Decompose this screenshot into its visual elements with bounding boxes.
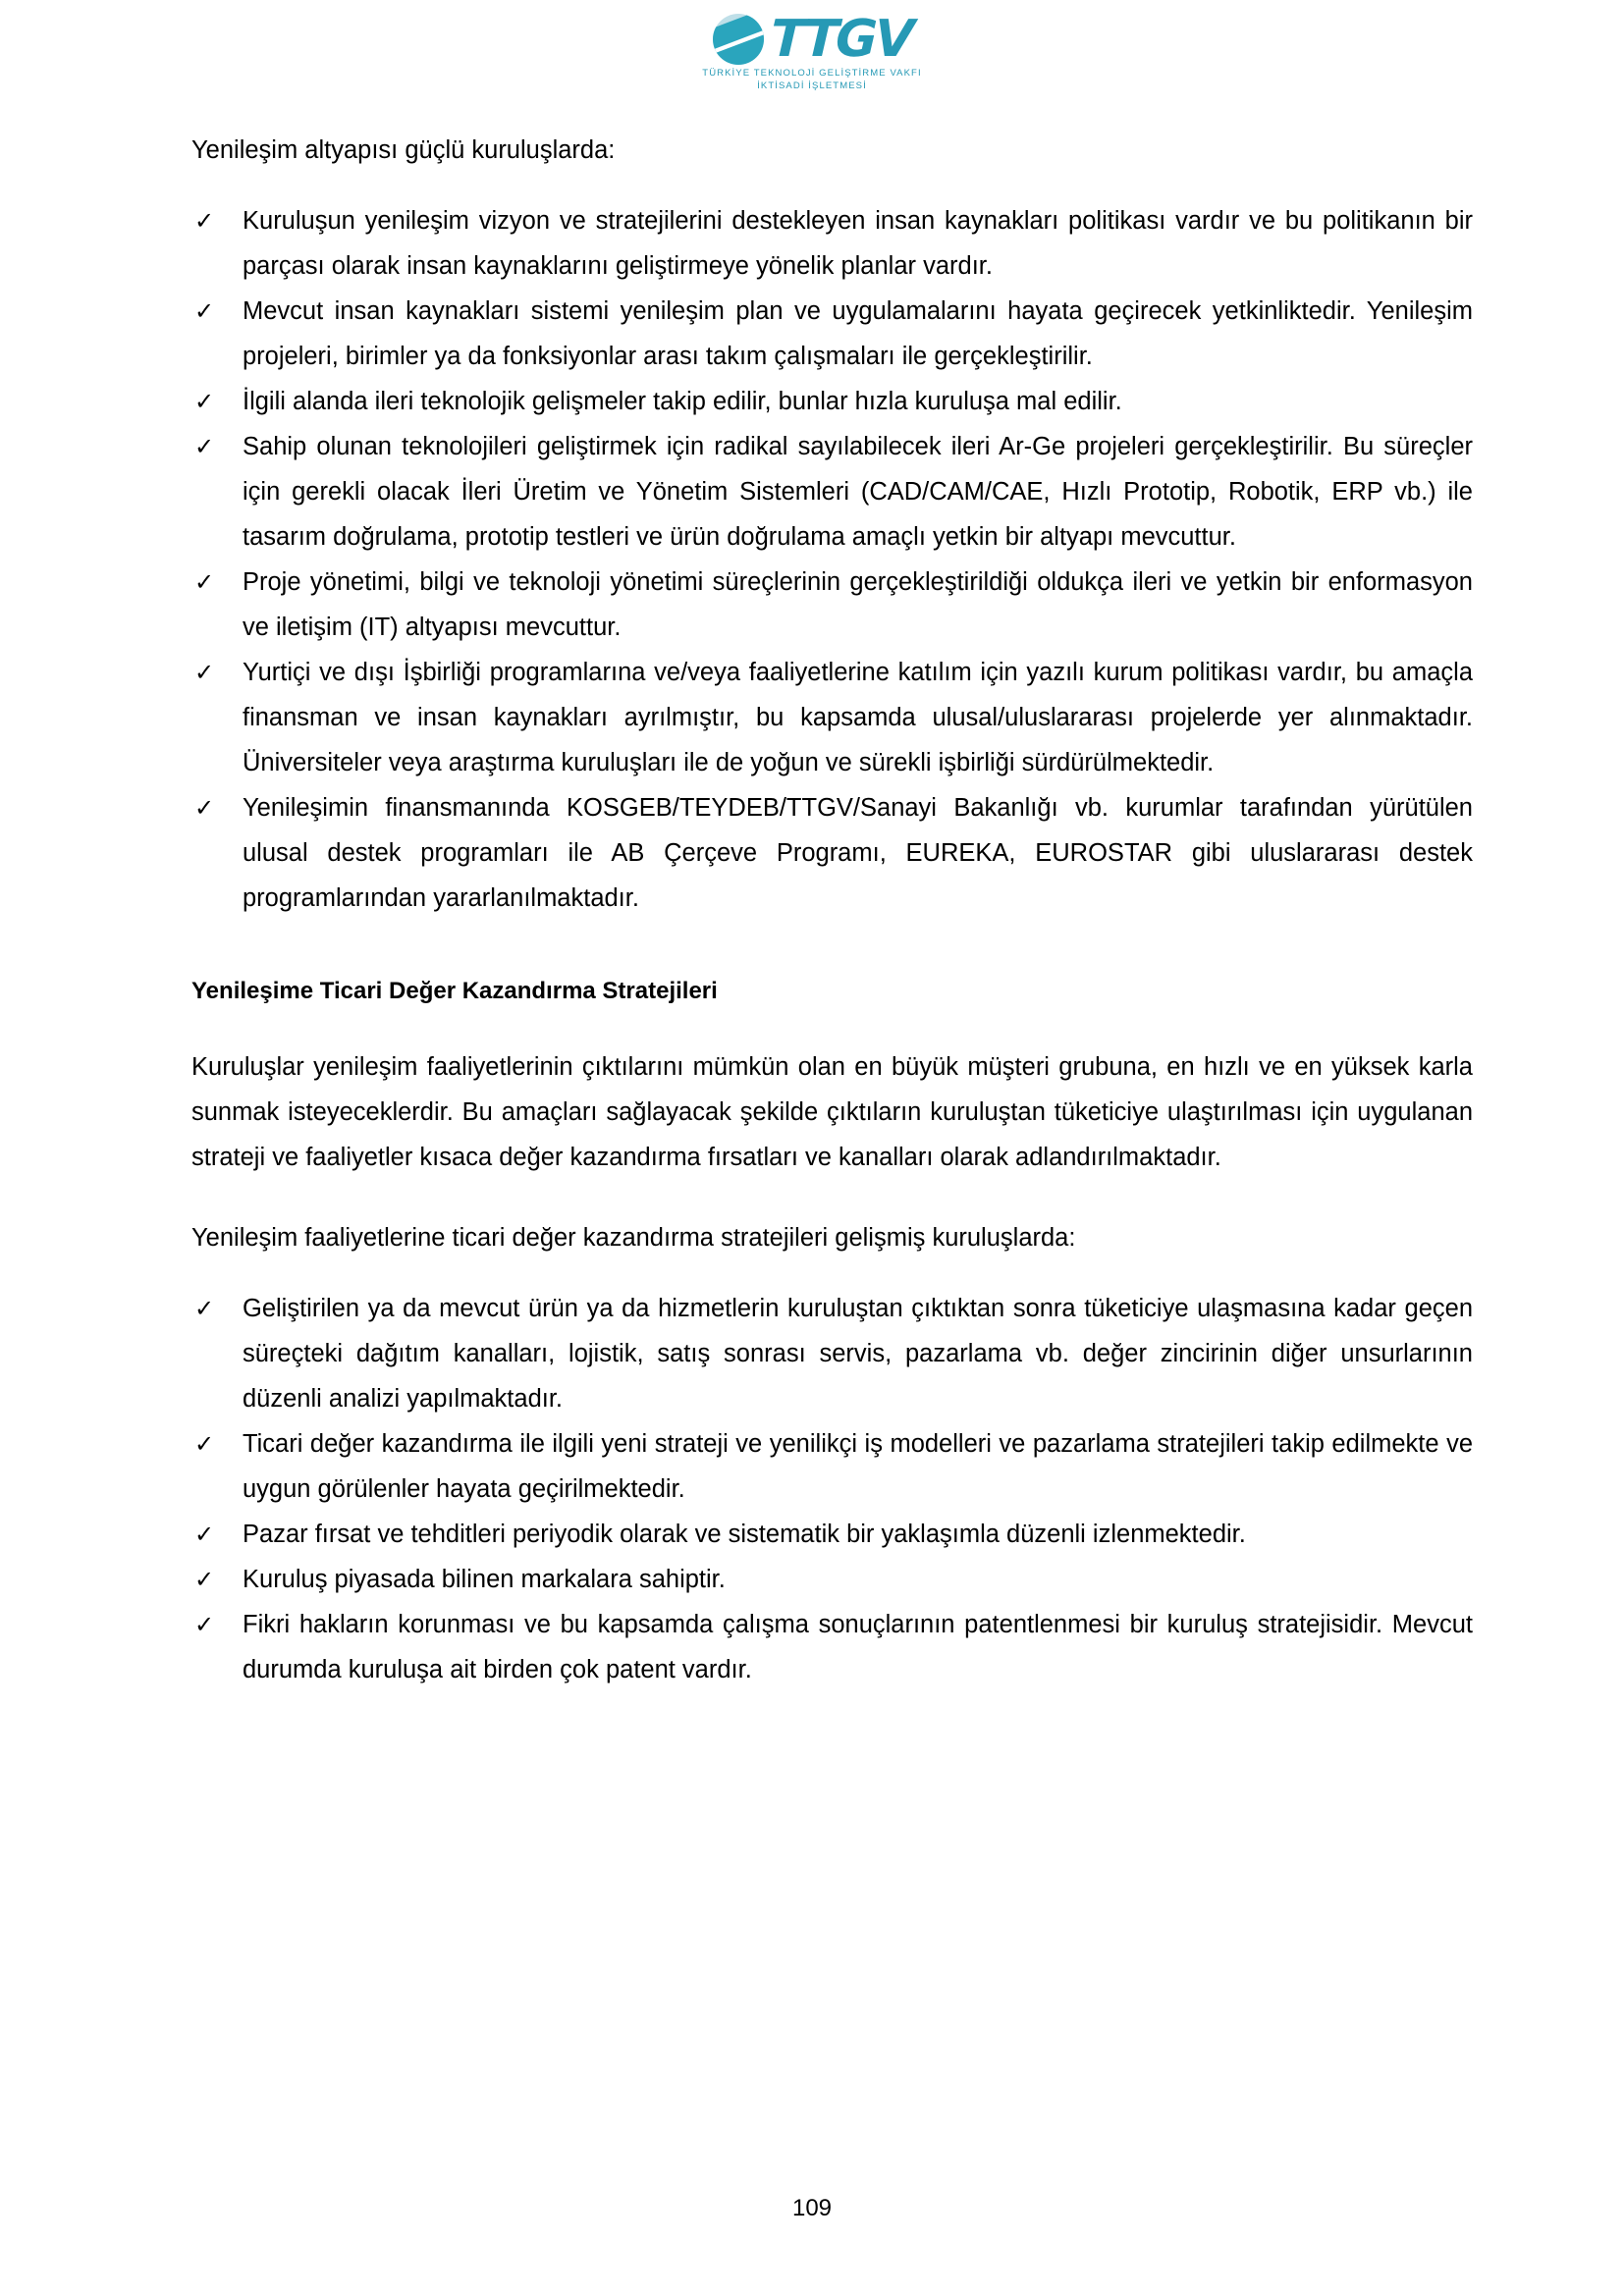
check-icon: ✓ [194, 1295, 215, 1322]
check-icon: ✓ [194, 1430, 215, 1458]
section2-intro: Yenileşim faaliyetlerine ticari değer kazandırma stratejileri gelişmiş kuruluşlarda: [191, 1224, 1076, 1252]
check-icon: ✓ [194, 1566, 215, 1593]
list-item [191, 198, 1473, 289]
logo-wordmark: TTGV [769, 10, 913, 69]
logo-subtitle-line1: TÜRKİYE TEKNOLOJİ GELİŞTİRME VAKFI [702, 68, 922, 79]
page-footer [0, 2194, 1624, 2223]
list-item-text: Kuruluş piyasada bilinen markalara sahiptir. [243, 1566, 726, 1593]
list-item [191, 1421, 1473, 1512]
logo-subtitle-line2: İKTİSADİ İŞLETMESİ [757, 80, 867, 91]
section2-checklist [191, 1286, 1473, 1692]
list-item-text: Fikri hakların korunması ve bu kapsamda çalışma sonuçlarının patentlenmesi bir kuruluş stratejisidir. Mevcut durumda kuruluşa ait birden çok patent vardır. [243, 1611, 1473, 1683]
list-item-text: Yurtiçi ve dışı İşbirliği programlarına ve/veya faaliyetlerine katılım için yazılı kurum politikası vardır, bu amaçla finansman ve insan kaynakları ayrılmıştır, bu kapsamda ulusal/uluslararası projelerde yer alınmaktadır. Üniversiteler veya araştırma kuruluşları ile de yoğun ve sürekli işbirliği sürdürülmektedir. [243, 659, 1473, 776]
list-item [191, 785, 1473, 921]
list-item-text: Proje yönetimi, bilgi ve teknoloji yönetimi süreçlerinin gerçekleştirildiği oldukça ileri ve yetkin bir enformasyon ve iletişim (IT) altyapısı mevcuttur. [243, 568, 1473, 641]
list-item-text: Ticari değer kazandırma ile ilgili yeni strateji ve yenilikçi iş modelleri ve pazarlama stratejileri takip edilmekte ve uygun görülenler hayata geçirilmektedir. [243, 1430, 1473, 1503]
section-spacer [191, 946, 1473, 972]
list-item-text: İlgili alanda ileri teknolojik gelişmeler takip edilir, bunlar hızla kuruluşa mal edilir. [243, 388, 1122, 415]
check-icon: ✓ [194, 207, 215, 235]
section1-intro: Yenileşim altyapısı güçlü kuruluşlarda: [191, 136, 616, 164]
check-icon: ✓ [194, 1521, 215, 1548]
list-item-text: Kuruluşun yenileşim vizyon ve stratejilerini destekleyen insan kaynakları politikası vardır ve bu politikanın bir parçası olarak insan kaynaklarını geliştirmeye yönelik planlar vardır. [243, 207, 1473, 280]
check-icon: ✓ [194, 433, 215, 460]
list-item-text: Geliştirilen ya da mevcut ürün ya da hizmetlerin kuruluştan çıktıktan sonra tüketiciye ulaşmasına kadar geçen süreçteki dağıtım kanalları, lojistik, satış sonrası servis, pazarlama vb. değer zincirinin diğer unsurlarının düzenli analizi yapılmaktadır. [243, 1295, 1473, 1413]
check-icon: ✓ [194, 388, 215, 415]
list-item [191, 560, 1473, 650]
list-item [191, 289, 1473, 379]
list-item [191, 379, 1473, 424]
list-item-text: Yenileşimin finansmanında KOSGEB/TEYDEB/TTGV/Sanayi Bakanlığı vb. kurumlar tarafından yürütülen ulusal destek programları ile AB Çerçeve Programı, EUREKA, EUROSTAR gibi uluslararası destek programlarından yararlanılmaktadır. [243, 794, 1473, 912]
check-icon: ✓ [194, 794, 215, 822]
section-spacer [191, 921, 1473, 946]
list-item-text: Sahip olunan teknolojileri geliştirmek için radikal sayılabilecek ileri Ar-Ge projeleri gerçekleştirilir. Bu süreçler için gerekli olacak İleri Üretim ve Yönetim Sistemleri (CAD/CAM/CAE, Hızlı Prototip, Robotik, ERP vb.) ile tasarım doğrulama, prototip testleri ve ürün doğrulama amaçlı yetkin bir altyapı mevcuttur. [243, 433, 1473, 551]
check-icon: ✓ [194, 568, 215, 596]
check-icon: ✓ [194, 659, 215, 686]
circle-logo-icon [713, 14, 764, 65]
document-body [191, 128, 1473, 1692]
list-item [191, 1286, 1473, 1421]
list-item [191, 1602, 1473, 1692]
list-item-text: Mevcut insan kaynakları sistemi yenileşim plan ve uygulamalarını hayata geçirecek yetkinliktedir. Yenileşim projeleri, birimler ya da fonksiyonlar arası takım çalışmaları ile gerçekleştirilir. [243, 297, 1473, 370]
page-header [0, 10, 1624, 91]
check-icon: ✓ [194, 297, 215, 325]
section1-checklist [191, 198, 1473, 921]
ttgv-logo [702, 10, 922, 91]
logo-main-row [713, 10, 913, 69]
list-item-text: Pazar fırsat ve tehditleri periyodik olarak ve sistematik bir yaklaşımla düzenli izlenmektedir. [243, 1521, 1246, 1548]
section2-heading: Yenileşime Ticari Değer Kazandırma Stratejileri [191, 978, 718, 1004]
check-icon: ✓ [194, 1611, 215, 1638]
list-item [191, 650, 1473, 785]
list-item [191, 424, 1473, 560]
section2-paragraph: Kuruluşlar yenileşim faaliyetlerinin çıktılarını mümkün olan en büyük müşteri grubuna, en hızlı ve en yüksek karla sunmak isteyeceklerdir. Bu amaçları sağlayacak şekilde çıktıların kuruluştan tüketiciye ulaştırılması için uygulanan strateji ve faaliyetler kısaca değer kazandırma fırsatları ve kanalları olarak adlandırılmaktadır. [191, 1053, 1473, 1171]
list-item [191, 1512, 1473, 1557]
list-item [191, 1557, 1473, 1602]
section-spacer [191, 1205, 1473, 1215]
page-number: 109 [791, 2195, 833, 2221]
